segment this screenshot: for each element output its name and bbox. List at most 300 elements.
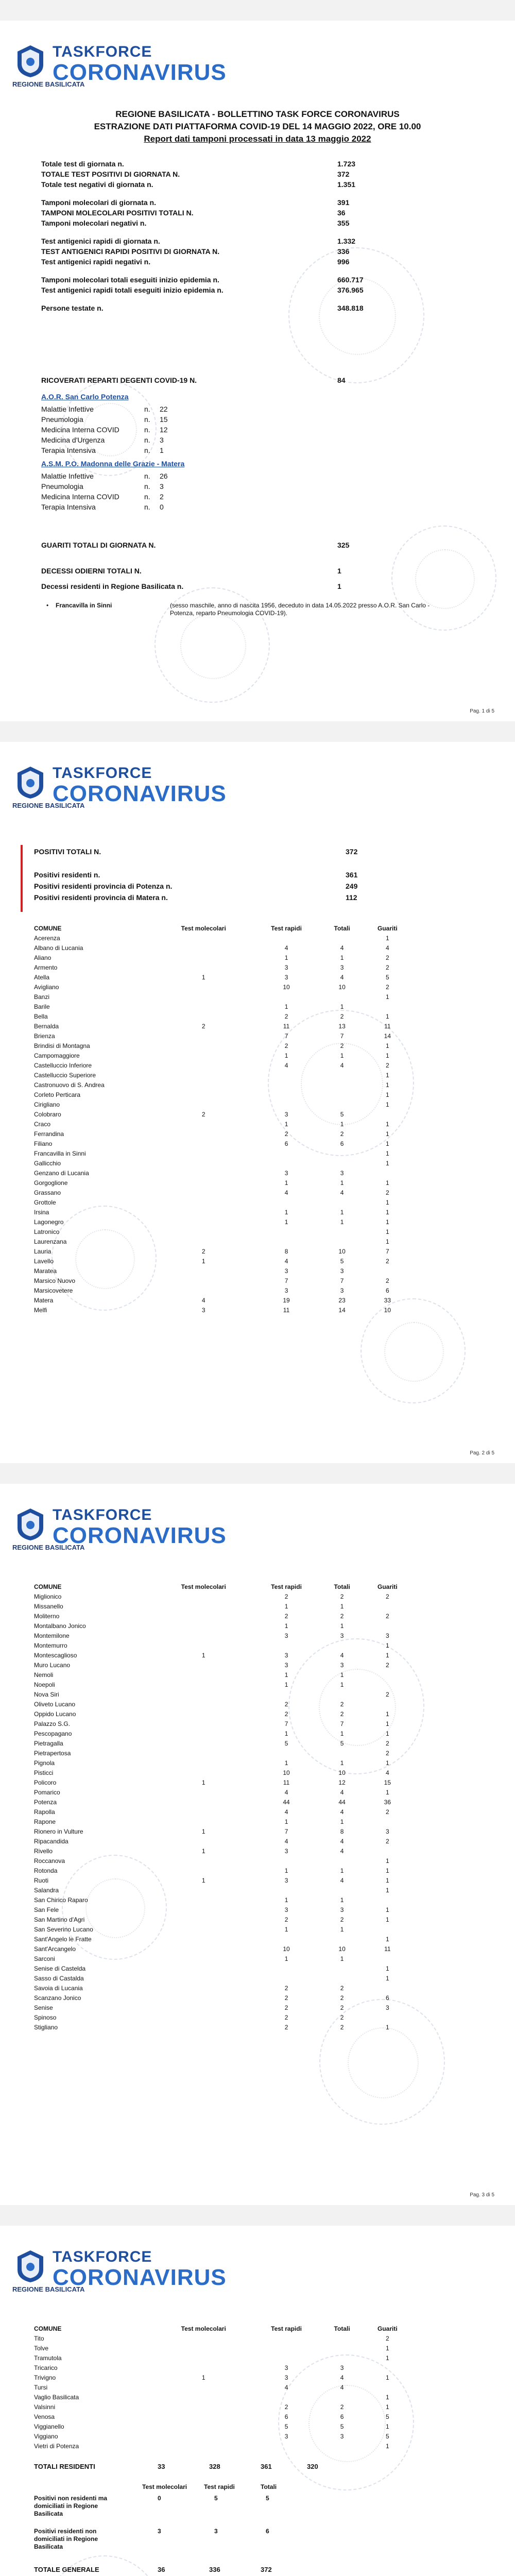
table-row	[31, 1846, 412, 1856]
table-row	[31, 1826, 412, 1836]
count-cell	[363, 1601, 412, 1611]
count-cell	[156, 1266, 252, 1276]
count-cell	[156, 1748, 252, 1758]
table-row	[31, 1709, 412, 1719]
row-value: 361	[346, 871, 358, 879]
comune-cell: Ruoti	[34, 1876, 49, 1884]
count-cell	[156, 1050, 252, 1060]
row-label: Totale test negativi di giornata n.	[41, 180, 153, 189]
count-cell: 1	[385, 2403, 389, 2411]
count-cell: 1	[385, 1710, 389, 1718]
comune-cell: Brindisi di Montagna	[34, 1042, 90, 1049]
count-cell: 1	[340, 1218, 344, 1226]
table-row	[31, 1276, 412, 1285]
count-cell: 12	[338, 1778, 346, 1786]
table-row	[31, 1266, 412, 1276]
count-cell: 3	[284, 1876, 288, 1884]
count-cell: 1	[284, 1208, 288, 1216]
comune-cell: Senise di Castelda	[34, 1964, 86, 1972]
count-cell: 2	[340, 2013, 344, 2021]
comune-cell: Colobraro	[34, 1110, 61, 1118]
count-cell	[156, 1817, 252, 1826]
row-value: 372	[337, 170, 350, 178]
count-cell: 2	[284, 1994, 288, 2002]
row-value: 660.717	[337, 276, 364, 284]
count-cell: 1	[385, 1886, 389, 1894]
table-row	[31, 1207, 412, 1217]
count-cell: 3	[340, 1661, 344, 1669]
count-cell: 10	[384, 1306, 391, 1314]
count-cell: 2	[385, 1661, 389, 1669]
table-row	[31, 1719, 412, 1728]
count-cell	[252, 1080, 321, 1090]
count-cell	[156, 1621, 252, 1631]
count-cell: 2	[284, 1710, 288, 1718]
count-cell: 1	[385, 1042, 389, 1049]
count-cell: 1	[284, 1179, 288, 1187]
comune-cell: Sasso di Castalda	[34, 1974, 84, 1982]
count-cell	[156, 1836, 252, 1846]
count-cell	[156, 1954, 252, 1963]
count-cell: 1	[385, 1140, 389, 1147]
comune-cell: Viggiano	[34, 2432, 58, 2440]
comune-cell: Cirigliano	[34, 1100, 60, 1108]
comune-cell: Spinoso	[34, 2013, 57, 2021]
comune-cell: Filiano	[34, 1140, 53, 1147]
count-cell: 1	[201, 2374, 205, 2381]
table-row	[31, 1856, 412, 1866]
count-cell	[321, 1090, 363, 1099]
count-cell: 1	[201, 1257, 205, 1265]
comune-cell: Brienza	[34, 1032, 55, 1040]
count-cell: 1	[385, 1730, 389, 1737]
count-cell: 3	[284, 1906, 288, 1913]
count-cell	[252, 992, 321, 1002]
count-cell	[156, 982, 252, 992]
count-cell: 3	[340, 1169, 344, 1177]
count-cell	[156, 2333, 252, 2343]
column-header: Test rapidi	[271, 2325, 302, 2332]
count-cell: 2	[201, 1110, 205, 1118]
column-header: Test rapidi	[271, 1583, 302, 1590]
logo	[12, 762, 227, 811]
table-row	[31, 982, 412, 992]
comune-cell: Castelluccio Superiore	[34, 1071, 96, 1079]
comune-cell: Muro Lucano	[34, 1661, 71, 1669]
count-cell: 8	[284, 1247, 288, 1255]
logo	[12, 41, 227, 90]
count-cell: 4	[340, 1189, 344, 1196]
count-cell: 3	[284, 1110, 288, 1118]
column-header: Test molecolari	[181, 924, 226, 932]
count-cell: 1	[284, 1867, 288, 1874]
count-cell: 1	[284, 1602, 288, 1610]
comune-cell: Nemoli	[34, 1671, 54, 1679]
count-cell: 2	[340, 1042, 344, 1049]
row-value: 12	[160, 426, 168, 434]
count-cell: 3	[284, 1169, 288, 1177]
count-cell: 2	[284, 2023, 288, 2031]
count-cell	[156, 1060, 252, 1070]
count-cell	[156, 2402, 252, 2412]
count-cell: 4	[340, 1061, 344, 1069]
table-row	[31, 1689, 412, 1699]
count-cell: 15	[384, 1778, 391, 1786]
count-cell: 2	[284, 1916, 288, 1923]
comune-cell: Tolve	[34, 2344, 49, 2352]
table-row	[31, 1973, 412, 1983]
table-row	[31, 1227, 412, 1236]
count-cell: 1	[385, 2374, 389, 2381]
row-label: Tamponi molecolari negativi n.	[41, 219, 147, 227]
comune-cell: Campomaggiore	[34, 1052, 80, 1059]
comune-cell: Barile	[34, 1003, 50, 1010]
count-cell	[156, 1178, 252, 1188]
hospital-matera: A.S.M. P.O. Madonna delle Grazie - Matera	[41, 460, 185, 468]
table-header-row	[31, 2324, 412, 2333]
count-cell	[156, 1080, 252, 1090]
table-row	[31, 1817, 412, 1826]
comune-cell: Trivigno	[34, 2374, 56, 2381]
count-cell	[156, 1002, 252, 1011]
count-cell: 1	[385, 2023, 389, 2031]
count-cell	[156, 1728, 252, 1738]
count-cell: 1	[201, 1847, 205, 1855]
count-cell: 5	[385, 2413, 389, 2420]
count-cell	[156, 1787, 252, 1797]
count-cell	[321, 1856, 363, 1866]
count-cell	[321, 1070, 363, 1080]
table-row	[31, 1119, 412, 1129]
count-cell	[363, 2363, 412, 2372]
row-value: 355	[337, 219, 350, 227]
table-row	[31, 1217, 412, 1227]
table-row	[31, 972, 412, 982]
count-cell: 1	[201, 1876, 205, 1884]
comune-cell: Potenza	[34, 1798, 57, 1806]
table-header-row	[31, 923, 412, 933]
count-cell: 2	[201, 1022, 205, 1030]
table-row	[31, 1670, 412, 1680]
count-cell	[156, 1090, 252, 1099]
count-cell	[321, 1227, 363, 1236]
count-cell: 1	[385, 1916, 389, 1923]
table-row	[31, 1236, 412, 1246]
count-cell	[321, 1885, 363, 1895]
count-cell: 11	[384, 1945, 391, 1953]
positivi-marker	[21, 845, 23, 912]
count-cell: 3	[385, 2004, 389, 2011]
count-cell	[156, 1119, 252, 1129]
count-cell	[321, 933, 363, 943]
comune-cell: Avigliano	[34, 983, 59, 991]
row-label: Test antigenici rapidi totali eseguiti inizio epidemia n.	[41, 286, 224, 294]
table-row	[31, 2382, 412, 2392]
row-label: TOTALE TEST POSITIVI DI GIORNATA N.	[41, 170, 180, 178]
comune-cell: Castronuovo di S. Andrea	[34, 1081, 105, 1089]
row-label: POSITIVI TOTALI N.	[34, 848, 101, 856]
count-cell	[252, 1099, 321, 1109]
logo-coronavirus: CORONAVIRUS	[53, 60, 227, 85]
table-row	[31, 1148, 412, 1158]
count-cell: 1	[385, 1179, 389, 1187]
row-label: Positivi residenti n.	[34, 871, 100, 879]
logo-region: REGIONE BASILICATA	[12, 802, 85, 809]
table-row	[31, 2012, 412, 2022]
count-cell: 10	[283, 1769, 290, 1776]
column-header: COMUNE	[34, 1583, 62, 1590]
count-cell: 1	[284, 1759, 288, 1767]
count-cell	[156, 2012, 252, 2022]
count-cell: 6	[385, 1286, 389, 1294]
page-3	[0, 1484, 515, 2205]
comune-cell: Savoia di Lucania	[34, 1984, 83, 1992]
count-cell	[156, 2412, 252, 2421]
count-cell: 7	[385, 1247, 389, 1255]
count-cell: 1	[385, 934, 389, 942]
count-cell: 1	[385, 1149, 389, 1157]
row-unit: n.	[144, 426, 150, 434]
count-cell	[252, 1158, 321, 1168]
count-cell: 1	[385, 1120, 389, 1128]
row-unit: n.	[144, 446, 150, 454]
page-number: Pag. 2 di 5	[470, 1450, 494, 1456]
comune-cell: Pietrapertosa	[34, 1749, 71, 1757]
count-cell: 1	[340, 1602, 344, 1610]
row-unit: n.	[144, 493, 150, 501]
table-row	[31, 2333, 412, 2343]
count-cell: 2	[385, 1061, 389, 1069]
row-label: Positivi residenti non domiciliati in Regione Basilicata	[34, 2528, 98, 2550]
count-cell	[321, 1963, 363, 1973]
table-row	[31, 1070, 412, 1080]
count-cell	[156, 1070, 252, 1080]
count-cell	[252, 1090, 321, 1099]
count-cell: 14	[384, 1032, 391, 1040]
count-cell	[252, 933, 321, 943]
logo-taskforce: TASKFORCE	[53, 2248, 152, 2265]
comune-cell: Lauria	[34, 1247, 52, 1255]
row-value: 348.818	[337, 304, 364, 312]
table-row	[31, 1050, 412, 1060]
column-header: Test rapidi	[271, 924, 302, 932]
comune-cell: San Chirico Raparo	[34, 1896, 88, 1904]
table-row	[31, 1060, 412, 1070]
count-cell	[156, 1768, 252, 1777]
count-cell: 3	[284, 1847, 288, 1855]
comune-cell: Gorgoglione	[34, 1179, 68, 1187]
count-cell: 1	[284, 1003, 288, 1010]
comune-cell: Pomarico	[34, 1788, 60, 1796]
table-row	[31, 2402, 412, 2412]
count-cell: 2	[284, 1984, 288, 1992]
column-header: COMUNE	[34, 924, 62, 932]
comune-cell: Atella	[34, 973, 50, 981]
count-cell: 3	[284, 1267, 288, 1275]
count-cell: 36	[384, 1798, 391, 1806]
row-value: 391	[337, 198, 350, 207]
count-cell: 4	[284, 1837, 288, 1845]
count-cell	[363, 1002, 412, 1011]
count-cell: 4	[340, 2383, 344, 2391]
count-cell: 7	[284, 1720, 288, 1727]
row-value: 249	[346, 882, 358, 890]
row-value: 26	[160, 472, 168, 480]
comune-cell: Pietragalla	[34, 1739, 63, 1747]
count-cell: 2	[284, 2013, 288, 2021]
table-row	[31, 1954, 412, 1963]
virus-watermark-icon	[288, 247, 424, 383]
count-cell: 1	[284, 1818, 288, 1825]
count-cell	[252, 1963, 321, 1973]
table-row	[31, 2431, 412, 2441]
count-cell	[252, 2392, 321, 2402]
count-cell: 1	[340, 1818, 344, 1825]
comune-cell: Banzi	[34, 993, 50, 1001]
row-label: Totale test di giornata n.	[41, 160, 124, 168]
count-cell: 6	[340, 2413, 344, 2420]
count-cell: 3	[340, 1286, 344, 1294]
count-cell: 4	[385, 944, 389, 952]
count-cell	[156, 1856, 252, 1866]
table-row	[31, 1699, 412, 1709]
table-row	[31, 1924, 412, 1934]
count-cell	[363, 1895, 412, 1905]
count-cell: 10	[283, 983, 290, 991]
count-cell: 5	[385, 2432, 389, 2440]
count-cell	[156, 962, 252, 972]
count-cell	[321, 1934, 363, 1944]
count-cell: 3	[284, 1651, 288, 1659]
count-cell	[321, 2343, 363, 2353]
count-cell	[321, 1236, 363, 1246]
count-cell: 10	[338, 1769, 346, 1776]
comune-cell: Vaglio Basilicata	[34, 2393, 79, 2401]
regione-basilicata-emblem-icon	[12, 1507, 48, 1541]
count-cell: 5	[340, 2422, 344, 2430]
count-cell: 2	[340, 1984, 344, 1992]
comune-cell: Noepoli	[34, 1681, 55, 1688]
count-cell	[363, 1924, 412, 1934]
count-cell	[252, 1689, 321, 1699]
count-cell	[252, 1973, 321, 1983]
table-row	[31, 1905, 412, 1914]
count-cell: 3	[340, 2364, 344, 2371]
count-cell: 1	[340, 954, 344, 961]
table-row	[31, 1197, 412, 1207]
comune-cell: Craco	[34, 1120, 51, 1128]
comune-cell: Bella	[34, 1012, 48, 1020]
count-cell: 1	[340, 1955, 344, 1962]
table-row	[31, 1797, 412, 1807]
count-cell	[156, 2392, 252, 2402]
count-cell	[156, 1719, 252, 1728]
count-cell: 2	[385, 1808, 389, 1816]
count-cell	[363, 1699, 412, 1709]
count-cell	[156, 1709, 252, 1719]
count-cell: 4	[340, 2374, 344, 2381]
count-cell: 3	[340, 963, 344, 971]
comune-cell: Oliveto Lucano	[34, 1700, 76, 1708]
count-cell	[156, 2421, 252, 2431]
row-unit: n.	[144, 405, 150, 413]
count-cell: 6	[284, 2413, 288, 2420]
count-cell	[252, 1934, 321, 1944]
row-value: 15	[160, 415, 168, 423]
table-row	[31, 1021, 412, 1031]
count-cell	[363, 2012, 412, 2022]
count-cell	[363, 1621, 412, 1631]
count-cell: 1	[385, 1198, 389, 1206]
comune-cell: Melfi	[34, 1306, 47, 1314]
regione-basilicata-emblem-icon	[12, 766, 48, 800]
comune-cell: Ripacandida	[34, 1837, 68, 1845]
count-cell: 2	[284, 1700, 288, 1708]
count-cell	[252, 1640, 321, 1650]
comune-cell: Corleto Perticara	[34, 1091, 81, 1098]
count-cell	[156, 1197, 252, 1207]
count-cell	[156, 1011, 252, 1021]
table-row	[31, 1158, 412, 1168]
count-cell	[156, 1944, 252, 1954]
count-cell	[156, 2441, 252, 2451]
comune-cell: Viggianello	[34, 2422, 64, 2430]
comune-cell: Roccanova	[34, 1857, 65, 1865]
count-cell: 1	[385, 993, 389, 1001]
count-cell: 1	[385, 1012, 389, 1020]
count-cell	[321, 1080, 363, 1090]
count-cell: 3	[284, 2364, 288, 2371]
count-cell: 10	[283, 1945, 290, 1953]
count-cell: 1	[340, 1730, 344, 1737]
comuni-table	[31, 1582, 412, 2032]
count-cell	[156, 1276, 252, 1285]
count-cell	[321, 1748, 363, 1758]
count-cell: 11	[283, 1022, 290, 1030]
count-cell: 19	[283, 1296, 290, 1304]
count-cell	[156, 1188, 252, 1197]
count-cell: 1	[385, 1130, 389, 1138]
count-cell	[156, 1973, 252, 1983]
row-value: 3	[214, 2528, 218, 2535]
column-header: Guariti	[377, 924, 398, 932]
table-row	[31, 1895, 412, 1905]
table-row	[31, 1660, 412, 1670]
count-cell: 3	[284, 2432, 288, 2440]
comune-cell: San Martino d'Agri	[34, 1916, 85, 1923]
count-cell	[156, 1680, 252, 1689]
comune-cell: Sarconi	[34, 1955, 55, 1962]
count-cell: 8	[340, 1827, 344, 1835]
count-cell: 2	[284, 1612, 288, 1620]
row-unit: n.	[144, 436, 150, 444]
table-row	[31, 1728, 412, 1738]
count-cell: 2	[385, 1612, 389, 1620]
count-cell	[156, 1670, 252, 1680]
count-cell: 1	[201, 1778, 205, 1786]
logo-taskforce: TASKFORCE	[53, 765, 152, 782]
count-cell: 1	[340, 1052, 344, 1059]
count-cell	[156, 1689, 252, 1699]
count-cell: 2	[340, 1700, 344, 1708]
table-row	[31, 1875, 412, 1885]
count-cell: 4	[284, 1808, 288, 1816]
table-row	[31, 1758, 412, 1768]
comune-cell: Matera	[34, 1296, 54, 1304]
comune-cell: Venosa	[34, 2413, 55, 2420]
count-cell	[156, 1591, 252, 1601]
row-value: 3	[158, 2528, 161, 2535]
